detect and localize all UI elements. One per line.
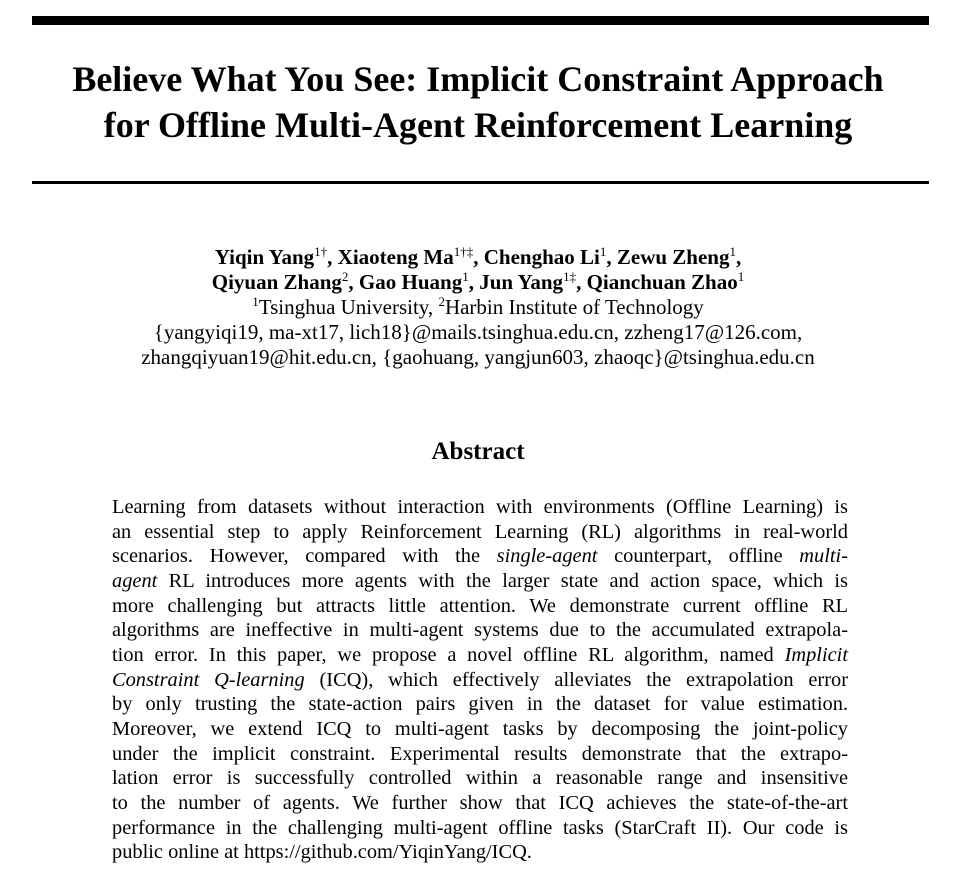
abstract-line xyxy=(112,816,848,841)
author-mark: 1† xyxy=(314,244,328,259)
abstract-line xyxy=(112,520,848,545)
abstract-line xyxy=(112,569,848,594)
author-name: Qiyuan Zhang xyxy=(211,270,342,294)
abstract-text: tion error. In this paper, we propose a novel offline RL algorithm, named xyxy=(112,643,785,666)
abstract-line xyxy=(112,717,848,742)
author-separator: , xyxy=(606,245,617,269)
author-name: Zewu Zheng xyxy=(616,245,730,269)
abstract-body xyxy=(112,495,848,865)
author-line-1 xyxy=(0,245,956,270)
abstract-italic-text: agent xyxy=(112,569,158,592)
abstract-text: by only trusting the state-action pairs given in the dataset for value estimation. xyxy=(112,693,848,716)
abstract-text: Learning from datasets without interaction with environments (Offline Learning) is xyxy=(112,496,848,518)
abstract-line xyxy=(112,840,848,865)
author-name: Chenghao Li xyxy=(483,245,600,269)
author-mark: 1†‡ xyxy=(453,244,474,259)
author-name: Gao Huang xyxy=(358,270,463,294)
title-line-1: Believe What You See: Implicit Constraint Approach xyxy=(72,59,884,99)
affiliation-harbin: Harbin Institute of Technology xyxy=(444,295,704,319)
author-name: Jun Yang xyxy=(479,270,564,294)
abstract-text: lation error is successfully controlled within a reasonable range and insensitive xyxy=(112,767,848,790)
abstract-text: Moreover, we extend ICQ to multi-agent tasks by decomposing the joint-policy xyxy=(112,717,848,740)
affiliation-mark: 1 xyxy=(252,294,259,309)
abstract-text: counterpart, offline xyxy=(597,545,800,568)
title-line-2: for Offline Multi-Agent Reinforcement Learning xyxy=(103,105,853,145)
author-name: Xiaoteng Ma xyxy=(337,245,454,269)
affiliations xyxy=(0,295,956,320)
abstract-text: public online at https://github.com/YiqinYang/ICQ. xyxy=(112,841,532,864)
author-separator: , xyxy=(735,245,742,269)
author-separator: , xyxy=(348,270,359,294)
abstract-line xyxy=(112,495,848,520)
abstract-text: RL introduces more agents with the larger state and action space, which is xyxy=(157,569,848,592)
affiliation-tsinghua: Tsinghua University, xyxy=(258,295,439,319)
author-mark: 2 xyxy=(341,269,349,284)
paper-title xyxy=(0,56,956,148)
abstract-text: performance in the challenging multi-agent offline tasks (StarCraft II). Our code is xyxy=(112,816,848,839)
author-mark: 1 xyxy=(729,244,736,259)
abstract-line xyxy=(112,766,848,791)
author-separator: , xyxy=(473,245,484,269)
top-rule xyxy=(32,16,929,25)
abstract-line xyxy=(112,692,848,717)
author-name: Qianchuan Zhao xyxy=(586,270,738,294)
abstract-line xyxy=(112,742,848,767)
abstract-text: more challenging but attracts little attention. We demonstrate current offline RL xyxy=(112,594,848,617)
abstract-text: an essential step to apply Reinforcement Learning (RL) algorithms in real-world xyxy=(112,520,848,543)
author-separator: , xyxy=(327,245,338,269)
abstract-line xyxy=(112,618,848,643)
abstract-line xyxy=(112,791,848,816)
abstract-italic-text: single-agent xyxy=(496,545,598,568)
author-mark: 1 xyxy=(462,269,469,284)
author-mark: 1 xyxy=(599,244,607,259)
abstract-text: under the implicit constraint. Experimental results demonstrate that the extrapo- xyxy=(112,742,848,765)
title-bottom-rule xyxy=(32,181,929,184)
author-separator: , xyxy=(468,270,480,294)
author-mark: 1‡ xyxy=(563,269,577,284)
email-line-1: {yangyiqi19, ma-xt17, lich18}@mails.tsinghua.edu.cn, zzheng17@126.com, xyxy=(153,320,803,344)
affiliation-mark: 2 xyxy=(438,294,445,309)
author-line-2 xyxy=(0,270,956,295)
abstract-line xyxy=(112,668,848,693)
abstract-text: algorithms are ineffective in multi-agent systems due to the accumulated extrapola- xyxy=(112,619,848,642)
abstract-italic-text: multi- xyxy=(799,545,848,568)
author-name: Yiqin Yang xyxy=(214,245,315,269)
abstract-heading: Abstract xyxy=(431,438,525,465)
author-separator: , xyxy=(576,270,587,294)
abstract-text: (ICQ), which effectively alleviates the extrapolation error xyxy=(304,668,848,691)
abstract-line xyxy=(112,594,848,619)
email-line-2: zhangqiyuan19@hit.edu.cn, {gaohuang, yangjun603, zhaoqc}@tsinghua.edu.cn xyxy=(141,345,815,369)
author-block xyxy=(0,245,956,370)
abstract-italic-text: Implicit xyxy=(784,643,848,666)
abstract-italic-text: Constraint Q-learning xyxy=(112,668,305,691)
abstract-text: scenarios. However, compared with the xyxy=(112,545,497,568)
abstract-line xyxy=(112,643,848,668)
abstract-text: to the number of agents. We further show that ICQ achieves the state-of-the-art xyxy=(112,791,848,814)
abstract-line xyxy=(112,544,848,569)
author-mark: 1 xyxy=(737,269,745,284)
